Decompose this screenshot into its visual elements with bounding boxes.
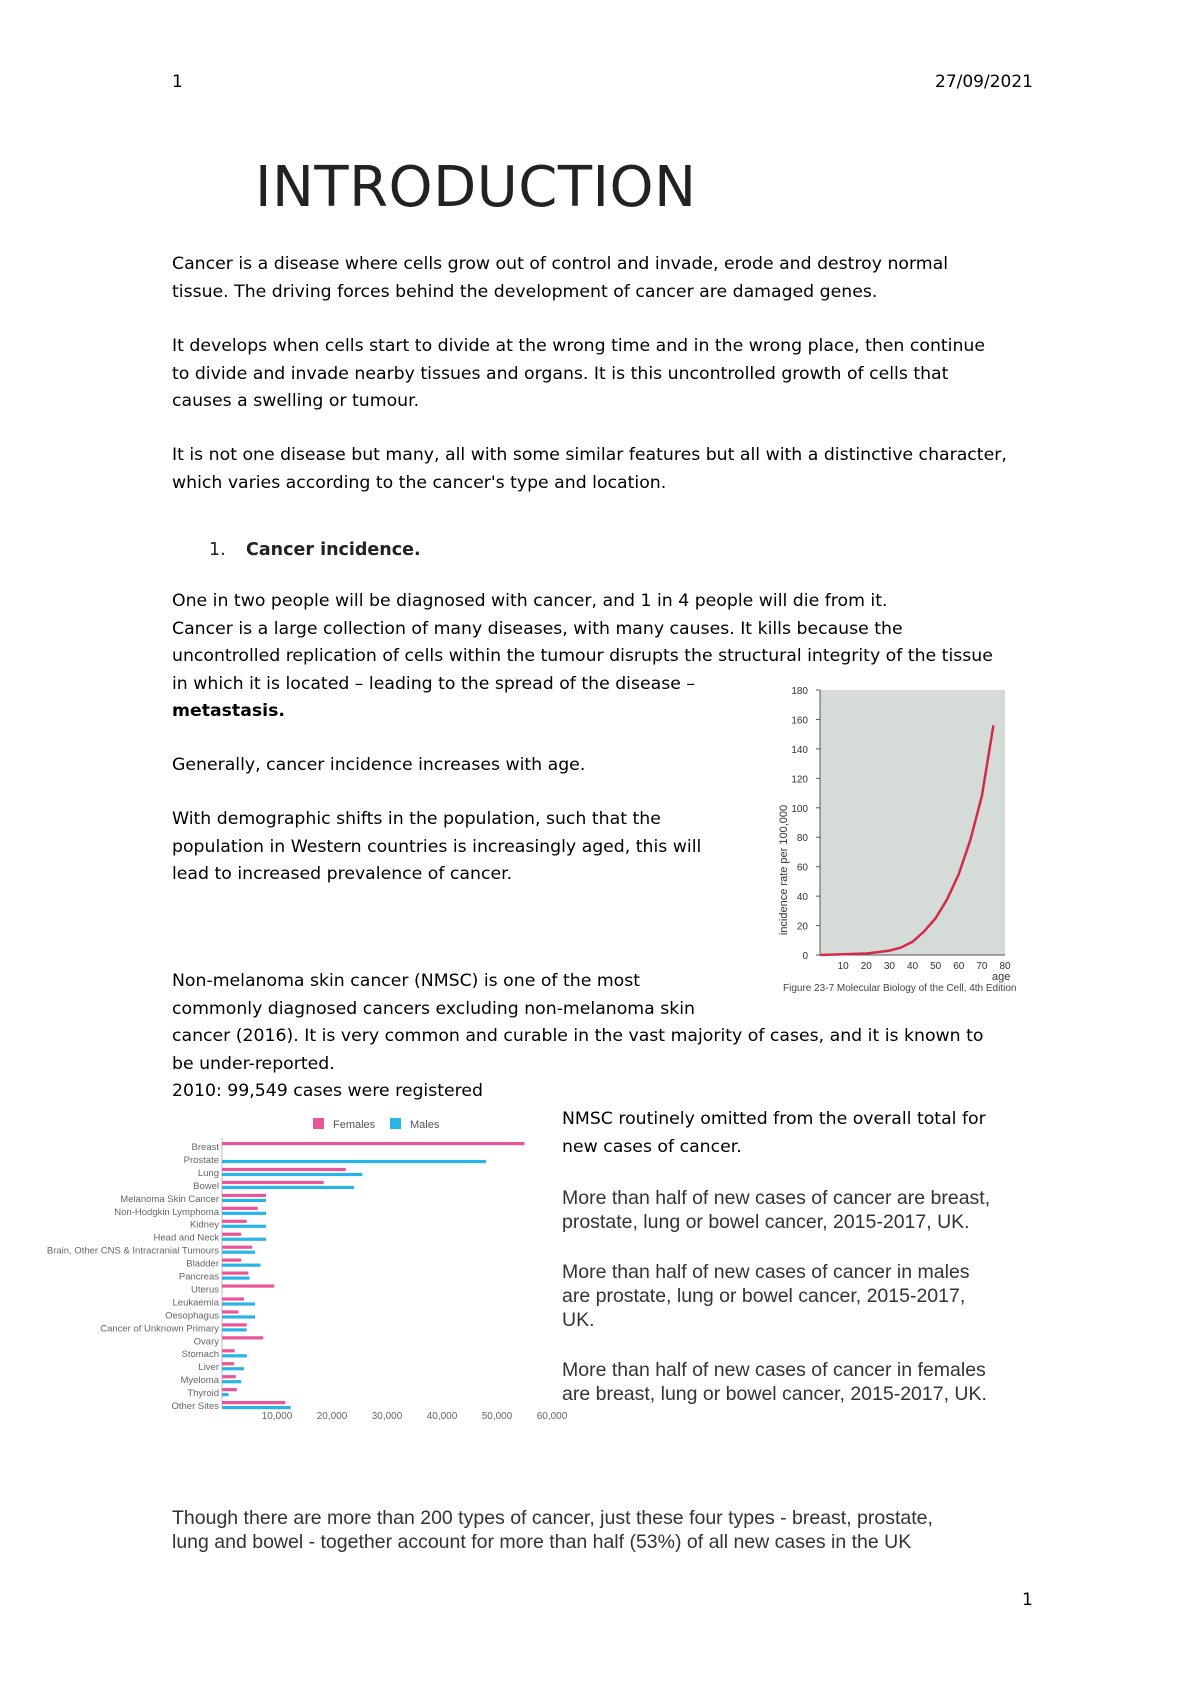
y-tick-label: 0	[802, 951, 808, 962]
x-tick-label: 80	[999, 961, 1011, 972]
text-line: cancer (2016). It is very common and curable in the vast majority of cases, and it is known to	[172, 1026, 984, 1046]
footer-page-number: 1	[1022, 1590, 1033, 1610]
bar-males	[222, 1251, 255, 1254]
bar-females	[222, 1207, 258, 1210]
text-line: are breast, lung or bowel cancer, 2015-2017, UK.	[562, 1383, 987, 1405]
bar-males	[222, 1406, 291, 1409]
bar-males	[222, 1225, 266, 1228]
text-line: are prostate, lung or bowel cancer, 2015-2017,	[562, 1285, 966, 1307]
category-label: Kidney	[189, 1219, 219, 1231]
x-tick-label: 60	[953, 961, 965, 972]
bar-females	[222, 1272, 248, 1275]
category-label: Brain, Other CNS & Intracranial Tumours	[46, 1245, 219, 1257]
category-label: Leukaemia	[172, 1297, 219, 1309]
x-tick-label: 20	[860, 961, 872, 972]
y-tick-label: 80	[796, 833, 808, 845]
y-tick-label: 60	[796, 862, 808, 874]
legend-label-females: Females	[333, 1119, 376, 1131]
legend-label-males: Males	[410, 1119, 440, 1131]
category-label: Non-Hodgkin Lymphoma	[114, 1206, 219, 1218]
y-tick-label: 160	[791, 715, 808, 727]
bar-females	[222, 1375, 236, 1378]
y-tick-label: 140	[791, 744, 808, 756]
bar-females	[222, 1401, 285, 1404]
y-axis-label: incidence rate per 100,000	[778, 804, 790, 936]
bar-males	[222, 1380, 241, 1383]
category-label: Myeloma	[180, 1375, 219, 1387]
text-line: to divide and invade nearby tissues and organs. It is this uncontrolled growth of cells that	[172, 363, 949, 384]
bar-females	[222, 1284, 274, 1287]
bar-females	[222, 1362, 234, 1365]
category-label: Uterus	[191, 1284, 219, 1296]
x-tick-label: 50	[930, 961, 942, 972]
section-heading: Cancer incidence.	[246, 540, 421, 560]
bar-males	[222, 1277, 250, 1280]
bar-females	[222, 1323, 247, 1326]
incidence-age-chart	[760, 680, 1040, 1000]
bar-males	[222, 1212, 266, 1215]
plot-area	[820, 690, 1005, 955]
note-all-cancers	[562, 1186, 990, 1234]
text-line: commonly diagnosed cancers excluding non-melanoma skin	[172, 998, 695, 1019]
legend-swatch-females	[313, 1118, 324, 1129]
category-label: Prostate	[183, 1154, 219, 1166]
text-line: Cancer is a large collection of many diseases, with many causes. It kills because the	[172, 618, 903, 639]
category-label: Cancer of Unknown Primary	[100, 1323, 219, 1335]
category-label: Stomach	[181, 1349, 219, 1361]
y-tick-label: 20	[796, 921, 808, 933]
text-line: NMSC routinely omitted from the overall total for	[562, 1109, 986, 1129]
category-label: Ovary	[193, 1336, 219, 1348]
x-tick-label: 60,000	[536, 1411, 568, 1422]
bar-females	[222, 1349, 235, 1352]
text-line: One in two people will be diagnosed with cancer, and 1 in 4 people will die from it.	[172, 591, 888, 611]
header-page-number: 1	[172, 72, 183, 92]
x-tick-label: 30,000	[371, 1411, 403, 1422]
bar-females	[222, 1388, 237, 1391]
header-date: 27/09/2021	[935, 72, 1033, 92]
text-line: UK.	[562, 1309, 595, 1331]
category-label: Bladder	[186, 1258, 219, 1270]
y-tick-label: 40	[796, 892, 808, 904]
x-tick-label: 40	[906, 961, 919, 972]
category-label: Other Sites	[171, 1401, 219, 1412]
category-label: Liver	[198, 1362, 219, 1374]
bar-females	[222, 1142, 525, 1145]
x-tick-label: 30	[883, 961, 895, 972]
age-statement: Generally, cancer incidence increases with age.	[172, 755, 586, 775]
bar-females	[222, 1259, 241, 1262]
page-title: INTRODUCTION	[255, 155, 697, 220]
bar-females	[222, 1220, 247, 1223]
cancer-cases-bar-chart	[0, 1108, 568, 1426]
text-line: lung and bowel - together account for more than half (53%) of all new cases in the UK	[172, 1531, 912, 1553]
text-line: Cancer is a disease where cells grow out of control and invade, erode and destroy normal	[172, 254, 949, 274]
intro-paragraph-2	[172, 333, 1052, 416]
category-label: Oesophagus	[165, 1310, 219, 1322]
text-line: Though there are more than 200 types of cancer, just these four types - breast, prostate,	[172, 1507, 933, 1529]
demographic-paragraph	[172, 806, 732, 889]
bar-females	[222, 1246, 252, 1249]
bar-males	[222, 1160, 486, 1163]
legend-swatch-males	[390, 1118, 401, 1129]
bar-females	[222, 1168, 346, 1171]
registered-cases: 2010: 99,549 cases were registered	[172, 1081, 483, 1101]
bar-males	[222, 1367, 244, 1370]
text-line: in which it is located – leading to the spread of the disease –	[172, 673, 695, 694]
x-axis-label: age	[992, 971, 1011, 983]
bar-males	[222, 1393, 229, 1396]
note-males	[562, 1260, 970, 1332]
x-tick-label: 40,000	[426, 1411, 458, 1422]
text-line: new cases of cancer.	[562, 1136, 742, 1157]
intro-paragraph-1	[172, 251, 1052, 306]
bottom-note	[172, 1506, 933, 1554]
text-line: It is not one disease but many, all with some similar features but all with a distinctive character,	[172, 445, 1007, 465]
text-line: More than half of new cases of cancer are breast,	[562, 1187, 991, 1209]
text-line: which varies according to the cancer's type and location.	[172, 472, 667, 493]
bar-males	[222, 1173, 362, 1176]
metastasis-term: metastasis.	[172, 701, 285, 721]
bar-females	[222, 1194, 266, 1197]
y-tick-label: 120	[791, 774, 808, 786]
x-tick-label: 10	[837, 961, 849, 972]
nmsc-omitted-note	[562, 1106, 986, 1161]
text-line: population in Western countries is increasingly aged, this will	[172, 836, 702, 857]
bar-females	[222, 1181, 324, 1184]
bar-males	[222, 1199, 266, 1202]
bar-males	[222, 1238, 266, 1241]
bar-females	[222, 1297, 244, 1300]
bar-males	[222, 1354, 247, 1357]
bar-females	[222, 1336, 263, 1339]
text-line: causes a swelling or tumour.	[172, 391, 420, 411]
y-tick-label: 180	[791, 686, 808, 697]
bar-females	[222, 1233, 241, 1236]
category-label: Head and Neck	[153, 1232, 219, 1244]
category-label: Melanoma Skin Cancer	[120, 1193, 219, 1205]
text-line: tissue. The driving forces behind the development of cancer are damaged genes.	[172, 281, 878, 302]
category-label: Thyroid	[187, 1388, 219, 1400]
text-line: uncontrolled replication of cells within the tumour disrupts the structural integrity of the tissue	[172, 646, 993, 666]
note-females	[562, 1358, 987, 1406]
text-line: Non-melanoma skin cancer (NMSC) is one of the most	[172, 971, 641, 991]
x-tick-label: 50,000	[481, 1411, 513, 1422]
category-label: Breast	[191, 1142, 219, 1153]
intro-paragraph-3	[172, 442, 1052, 497]
x-tick-label: 70	[976, 961, 988, 972]
category-label: Pancreas	[178, 1271, 219, 1283]
y-tick-label: 100	[791, 803, 808, 815]
text-line: lead to increased prevalence of cancer.	[172, 864, 513, 884]
section-number: 1.	[209, 540, 226, 560]
text-line: With demographic shifts in the population, such that the	[172, 809, 661, 829]
category-label: Lung	[197, 1167, 219, 1179]
figure-caption: Figure 23-7 Molecular Biology of the Cell, 4th Edition	[783, 983, 1017, 994]
text-line: More than half of new cases of cancer in females	[562, 1359, 986, 1381]
bar-males	[222, 1315, 255, 1318]
x-tick-label: 10,000	[261, 1411, 293, 1422]
bar-males	[222, 1328, 247, 1331]
text-line: More than half of new cases of cancer in males	[562, 1261, 970, 1283]
bar-males	[222, 1302, 255, 1305]
bar-males	[222, 1264, 261, 1267]
nmsc-paragraph	[172, 968, 1062, 1106]
x-tick-label: 20,000	[316, 1411, 348, 1422]
text-line: It develops when cells start to divide at the wrong time and in the wrong place, then continue	[172, 336, 986, 356]
bar-females	[222, 1310, 239, 1313]
category-label: Bowel	[193, 1180, 219, 1192]
bar-males	[222, 1186, 354, 1189]
text-line: be under-reported.	[172, 1053, 335, 1074]
text-line: prostate, lung or bowel cancer, 2015-2017, UK.	[562, 1211, 970, 1233]
